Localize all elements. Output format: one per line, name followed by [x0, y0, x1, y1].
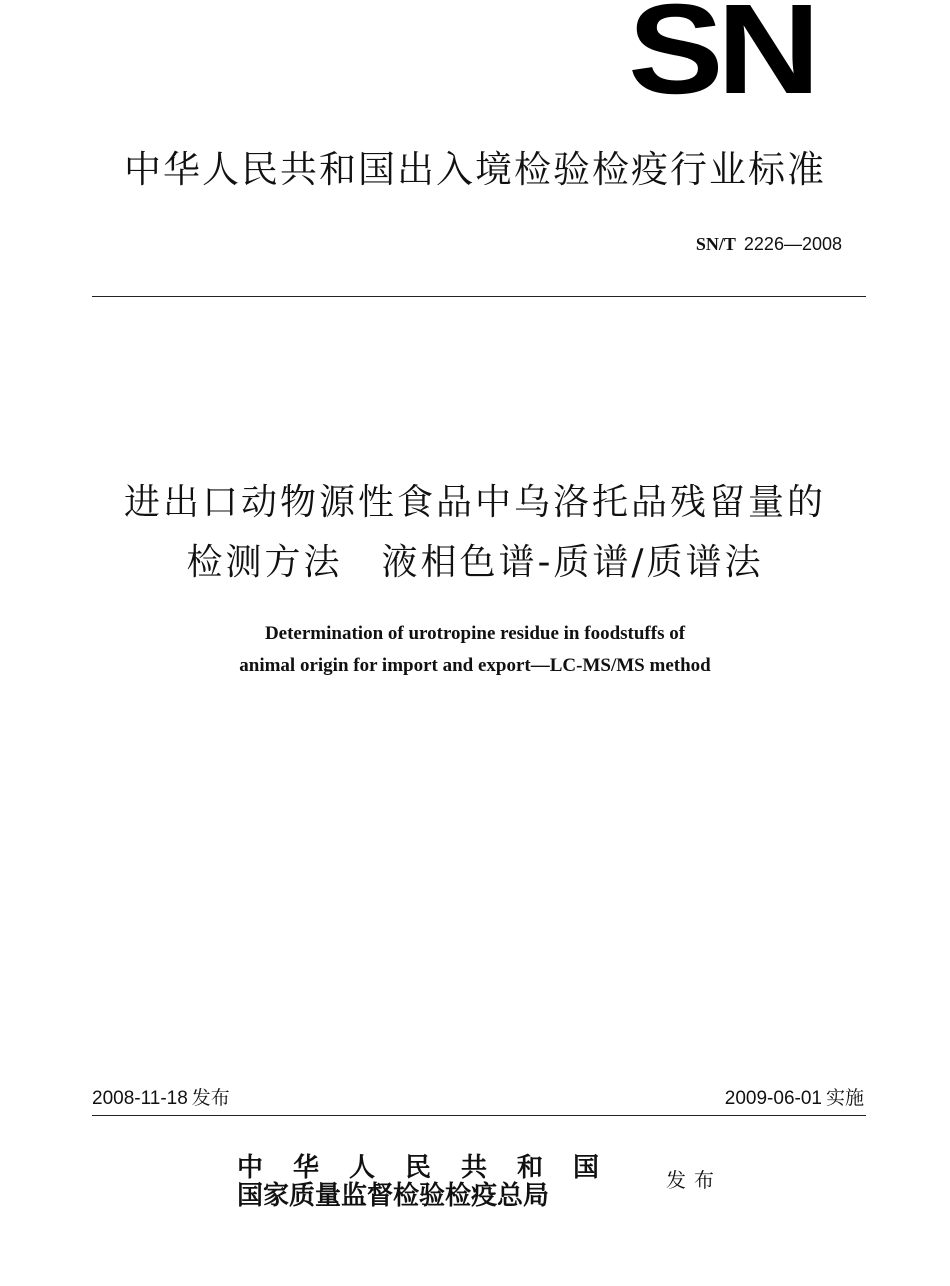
standard-category-title: 中华人民共和国出入境检验检疫行业标准	[124, 148, 826, 191]
effective-date	[725, 1084, 864, 1113]
issue-date-label: 发布	[191, 1087, 230, 1109]
effective-date-label: 实施	[825, 1087, 864, 1109]
english-title-line-2: animal origin for import and export—LC-MS/MS method	[239, 655, 711, 676]
issuer-action: 发布	[666, 1168, 722, 1192]
standard-code-number: 2226—2008	[743, 234, 842, 254]
effective-date-value: 2009-06-01	[724, 1088, 822, 1109]
issuer-line-2: 国家质量监督检验检疫总局	[237, 1181, 550, 1211]
issuer-line-1: 中华人民共和国	[237, 1153, 630, 1183]
sn-logo: SN	[628, 0, 814, 121]
issuer-block	[237, 1154, 629, 1210]
footer-divider	[92, 1115, 866, 1116]
header-divider	[92, 296, 866, 297]
issue-date-value: 2008-11-18	[92, 1088, 188, 1109]
english-title-line-1: Determination of urotropine residue in foodstuffs of	[264, 623, 686, 644]
chinese-title-line-1: 进出口动物源性食品中乌洛托品残留量的	[123, 482, 826, 523]
issue-date	[92, 1084, 230, 1113]
chinese-title-line-2: 检测方法 液相色谱-质谱/质谱法	[186, 542, 764, 583]
standard-code-prefix: SN/T	[695, 234, 736, 254]
standard-code	[696, 231, 842, 258]
